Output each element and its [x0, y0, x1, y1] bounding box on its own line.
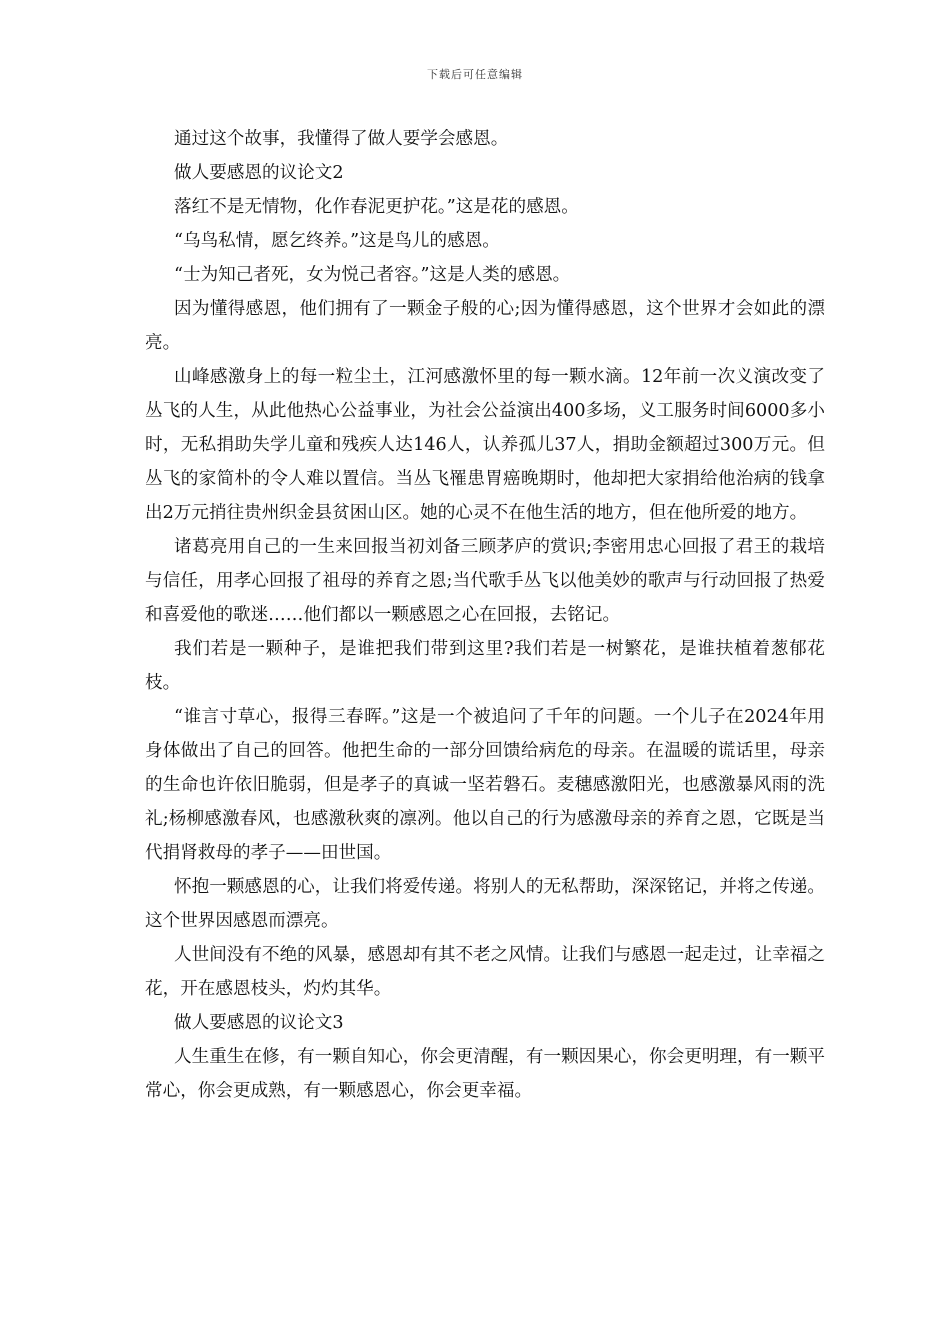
document-body — [145, 122, 825, 1108]
paragraph: “乌鸟私情，愿乞终养。”这是鸟儿的感恩。 — [174, 231, 500, 251]
paragraph: 山峰感激身上的每一粒尘土，江河感激怀里的每一颗水滴。12年前一次义演改变了丛飞的人生，从此他热心公益事业，为社会公益演出400多场，义工服务时间6000多小时，无私捐助失学儿童和残疾人达146人，认养孤儿37人，捐助金额超过300万元。但丛飞的家简朴的令人难以置信。当丛飞罹患胃癌晚期时，他却把大家捐给他治病的钱拿出2万元捎往贵州织金县贫困山区。她的心灵不在他生活的地方，但在他所爱的地方。 — [145, 367, 825, 523]
paragraph: 因为懂得感恩，他们拥有了一颗金子般的心;因为懂得感恩，这个世界才会如此的漂亮。 — [145, 299, 825, 353]
section-heading: 做人要感恩的议论文3 — [174, 1013, 344, 1033]
paragraph: 人世间没有不绝的风暴，感恩却有其不老之风情。让我们与感恩一起走过，让幸福之花，开在感恩枝头，灼灼其华。 — [145, 945, 825, 999]
paragraph: “士为知己者死，女为悦己者容。”这是人类的感恩。 — [174, 265, 571, 285]
paragraph: 诸葛亮用自己的一生来回报当初刘备三顾茅庐的赏识;李密用忠心回报了君王的栽培与信任，用孝心回报了祖母的养育之恩;当代歌手丛飞以他美妙的歌声与行动回报了热爱和喜爱他的歌迷……他们都以一颗感恩之心在回报，去铭记。 — [145, 537, 825, 625]
section-heading: 做人要感恩的议论文2 — [174, 163, 344, 183]
page-header-note: 下载后可任意编辑 — [427, 68, 523, 81]
paragraph: 通过这个故事，我懂得了做人要学会感恩。 — [174, 129, 509, 149]
paragraph: “谁言寸草心，报得三春晖。”这是一个被追问了千年的问题。一个儿子在2024年用身体做出了自己的回答。他把生命的一部分回馈给病危的母亲。在温暖的谎话里，母亲的生命也许依旧脆弱，但是孝子的真诚一坚若磐石。麦穗感激阳光，也感激暴风雨的洗礼;杨柳感激春风，也感激秋爽的凛冽。他以自己的行为感激母亲的养育之恩，它既是当代捐肾救母的孝子——田世国。 — [145, 707, 825, 863]
paragraph: 人生重生在修，有一颗自知心，你会更清醒，有一颗因果心，你会更明理，有一颗平常心，你会更成熟，有一颗感恩心，你会更幸福。 — [145, 1047, 825, 1101]
paragraph: 我们若是一颗种子，是谁把我们带到这里?我们若是一树繁花，是谁扶植着葱郁花枝。 — [145, 639, 825, 693]
paragraph: 怀抱一颗感恩的心，让我们将爱传递。将别人的无私帮助，深深铭记，并将之传递。这个世界因感恩而漂亮。 — [145, 877, 825, 931]
paragraph: 落红不是无情物，化作春泥更护花。”这是花的感恩。 — [174, 197, 579, 217]
